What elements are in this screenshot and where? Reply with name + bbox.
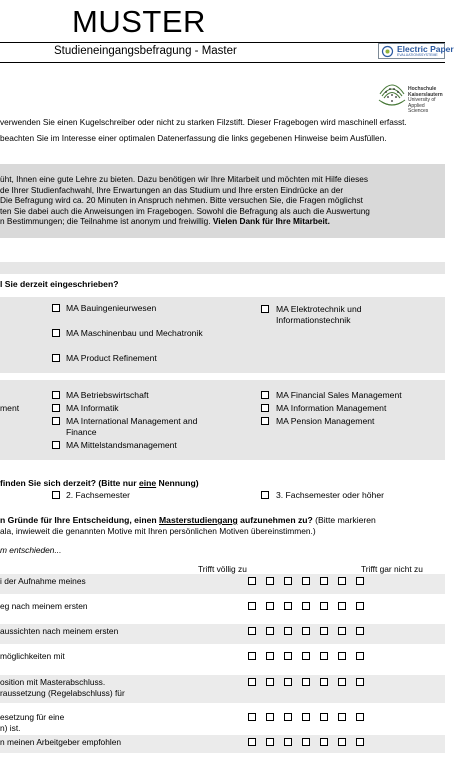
- likert-item-label: [0, 576, 86, 587]
- likert-item-label: [0, 626, 118, 637]
- option-label: MA Pension Management: [276, 416, 375, 426]
- option-label-line: Finance: [66, 426, 97, 437]
- likert-checkbox[interactable]: [248, 627, 256, 635]
- intro-line: n Bestimmungen; die Teilnahme ist anonym und freiwillig.: [0, 216, 211, 226]
- checkbox-ma-informatik[interactable]: [52, 404, 60, 412]
- question-semester: [0, 478, 199, 488]
- likert-checkbox[interactable]: [320, 738, 328, 746]
- likert-checkbox[interactable]: [356, 713, 364, 721]
- likert-item-line: möglichkeiten mit: [0, 651, 65, 661]
- likert-checkbox[interactable]: [248, 678, 256, 686]
- group-label: ment: [0, 403, 20, 413]
- likert-checkbox[interactable]: [248, 652, 256, 660]
- likert-checkbox[interactable]: [266, 678, 274, 686]
- likert-checkbox[interactable]: [284, 678, 292, 686]
- likert-checkbox[interactable]: [338, 678, 346, 686]
- intro-line: Die Befragung wird ca. 20 Minuten in Anspruch nehmen. Bitte versuchen Sie, die Fragen möglichst: [0, 195, 363, 205]
- option-label-line: Informationstechnik: [276, 314, 351, 325]
- option-label-line: MA International Management and: [66, 416, 198, 426]
- likert-item-line: aussichten nach meinem ersten: [0, 626, 119, 636]
- likert-checkbox[interactable]: [320, 652, 328, 660]
- likert-item-line: eg nach meinem ersten: [0, 601, 88, 611]
- likert-checkbox[interactable]: [248, 577, 256, 585]
- likert-checkbox[interactable]: [338, 713, 346, 721]
- question-text: n Gründe für Ihre Entscheidung, einen: [0, 515, 159, 525]
- question-text: finden Sie sich derzeit? (Bitte nur: [0, 478, 139, 488]
- electric-paper-logo-sub: EVALUATIONSSYSTEME: [397, 53, 438, 57]
- likert-item-label: [0, 677, 125, 698]
- likert-checkbox[interactable]: [248, 738, 256, 746]
- question-note-line: ala, inwieweit die genannten Motive mit Ihren persönlichen Motiven übereinstimmen.): [0, 526, 316, 536]
- likert-checkbox[interactable]: [302, 713, 310, 721]
- likert-checkbox[interactable]: [356, 602, 364, 610]
- checkbox-2-fachsemester[interactable]: [52, 491, 60, 499]
- likert-checkbox[interactable]: [284, 713, 292, 721]
- checkbox-ma-elektrotechnik[interactable]: [261, 305, 269, 313]
- question-emphasis: Masterstudiengang: [159, 515, 238, 525]
- question-lead: m entschieden...: [0, 545, 62, 555]
- likert-checkbox[interactable]: [356, 738, 364, 746]
- likert-checkbox[interactable]: [302, 738, 310, 746]
- option-label-line: MA Elektrotechnik und: [276, 304, 362, 314]
- likert-item-line: n meinen Arbeitgeber empfohlen: [0, 737, 122, 747]
- checkbox-ma-mittelstandsmanagement[interactable]: [52, 441, 60, 449]
- likert-checkbox[interactable]: [266, 627, 274, 635]
- university-logo-line: Kaiserslautern: [408, 91, 443, 98]
- option-label: MA Maschinenbau und Mechatronik: [66, 328, 203, 338]
- option-label: MA Information Management: [276, 403, 387, 413]
- likert-checkbox[interactable]: [302, 652, 310, 660]
- page-title: MUSTER: [72, 4, 206, 39]
- option-label: MA Financial Sales Management: [276, 390, 402, 400]
- intro-text: [0, 174, 370, 227]
- option-label: 2. Fachsemester: [66, 490, 130, 500]
- question-text: Nennung): [156, 478, 199, 488]
- checkbox-ma-financial-sales[interactable]: [261, 391, 269, 399]
- question-note: (Bitte markieren: [312, 515, 376, 525]
- likert-checkbox[interactable]: [302, 602, 310, 610]
- likert-checkbox[interactable]: [284, 652, 292, 660]
- likert-item-line: n) ist.: [0, 722, 21, 733]
- likert-checkbox[interactable]: [356, 678, 364, 686]
- likert-checkbox[interactable]: [356, 652, 364, 660]
- likert-checkbox[interactable]: [284, 577, 292, 585]
- likert-item-label: [0, 651, 65, 662]
- likert-checkbox[interactable]: [356, 627, 364, 635]
- scale-label-left: Trifft völlig zu: [198, 564, 247, 574]
- likert-checkbox[interactable]: [338, 627, 346, 635]
- likert-checkbox[interactable]: [266, 602, 274, 610]
- likert-checkbox[interactable]: [302, 678, 310, 686]
- electric-paper-logo-text: Electric Paper: [397, 44, 454, 54]
- likert-item-line: i der Aufnahme meines: [0, 576, 86, 586]
- university-emblem-icon: [376, 74, 408, 114]
- option-label: 3. Fachsemester oder höher: [276, 490, 384, 500]
- likert-checkbox[interactable]: [320, 678, 328, 686]
- likert-checkbox[interactable]: [338, 738, 346, 746]
- question-study-program: l Sie derzeit eingeschrieben?: [0, 279, 119, 289]
- intro-line: üht, Ihnen eine gute Lehre zu bieten. Dazu benötigen wir Ihre Mitarbeit und möchten mit Hilfe dieses: [0, 174, 369, 184]
- likert-checkbox[interactable]: [248, 602, 256, 610]
- likert-checkbox[interactable]: [302, 627, 310, 635]
- likert-item-label: [0, 601, 88, 612]
- option-label: MA Betriebswirtschaft: [66, 390, 149, 400]
- option-label: MA Bauingenieurwesen: [66, 303, 157, 313]
- intro-thanks: Vielen Dank für Ihre Mitarbeit.: [212, 216, 330, 226]
- likert-checkbox[interactable]: [320, 713, 328, 721]
- checkbox-ma-international-management[interactable]: [52, 417, 60, 425]
- option-label: [276, 304, 362, 325]
- electric-paper-mark-icon: [382, 46, 393, 57]
- electric-paper-logo: [378, 43, 454, 59]
- checkbox-ma-product-refinement[interactable]: [52, 354, 60, 362]
- university-logo-line: Applied Sciences: [408, 102, 429, 114]
- likert-checkbox[interactable]: [266, 713, 274, 721]
- likert-checkbox[interactable]: [338, 652, 346, 660]
- likert-checkbox[interactable]: [284, 602, 292, 610]
- checkbox-3-fachsemester[interactable]: [261, 491, 269, 499]
- likert-item-label: [0, 737, 121, 748]
- intro-line: de Ihrer Studienfachwahl, Ihre Erwartungen an das Studium und Ihre ersten Eindrücke an der: [0, 184, 344, 195]
- option-label: MA Informatik: [66, 403, 119, 413]
- instruction-line: beachten Sie im Interesse einer optimalen Datenerfassung die links gegebenen Hinweise beim Ausfüllen.: [0, 133, 387, 143]
- likert-checkbox[interactable]: [284, 627, 292, 635]
- instruction-line: verwenden Sie einen Kugelschreiber oder nicht zu starken Filzstift. Dieser Fragebogen wird maschinell erfasst.: [0, 117, 407, 127]
- scale-label-right: Trifft gar nicht zu: [361, 564, 423, 574]
- option-label: MA Mittelstandsmanagement: [66, 440, 177, 450]
- likert-checkbox[interactable]: [356, 577, 364, 585]
- option-label: [66, 416, 197, 437]
- form-subtitle: Studieneingangsbefragung - Master: [54, 45, 237, 57]
- intro-line: ten Sie dabei auch die Anweisungen im Fragebogen. Sowohl die Befragung als auch die Auswertung: [0, 205, 370, 216]
- question-text: aufzunehmen zu?: [237, 515, 313, 525]
- likert-checkbox[interactable]: [248, 713, 256, 721]
- checkbox-ma-information-management[interactable]: [261, 404, 269, 412]
- likert-checkbox[interactable]: [320, 627, 328, 635]
- likert-checkbox[interactable]: [320, 577, 328, 585]
- university-logo-line: Hochschule: [408, 86, 437, 92]
- likert-checkbox[interactable]: [338, 577, 346, 585]
- checkbox-ma-pension-management[interactable]: [261, 417, 269, 425]
- likert-item-line: raussetzung (Regelabschluss) für: [0, 687, 125, 698]
- checkbox-ma-maschinenbau[interactable]: [52, 329, 60, 337]
- likert-checkbox[interactable]: [266, 652, 274, 660]
- checkbox-ma-bauingenieurwesen[interactable]: [52, 304, 60, 312]
- likert-item-line: esetzung für eine: [0, 712, 65, 722]
- university-logo: [376, 68, 445, 116]
- section-band: [0, 262, 445, 274]
- likert-checkbox[interactable]: [266, 738, 274, 746]
- likert-checkbox[interactable]: [302, 577, 310, 585]
- likert-checkbox[interactable]: [284, 738, 292, 746]
- checkbox-ma-betriebswirtschaft[interactable]: [52, 391, 60, 399]
- likert-checkbox[interactable]: [338, 602, 346, 610]
- likert-item-line: osition mit Masterabschluss.: [0, 677, 106, 687]
- question-master-reasons: [0, 515, 376, 525]
- likert-checkbox[interactable]: [266, 577, 274, 585]
- likert-item-label: [0, 712, 64, 733]
- question-emphasis: eine: [138, 478, 157, 488]
- likert-checkbox[interactable]: [320, 602, 328, 610]
- option-label: MA Product Refinement: [66, 353, 157, 363]
- university-logo-line: University of: [408, 97, 436, 103]
